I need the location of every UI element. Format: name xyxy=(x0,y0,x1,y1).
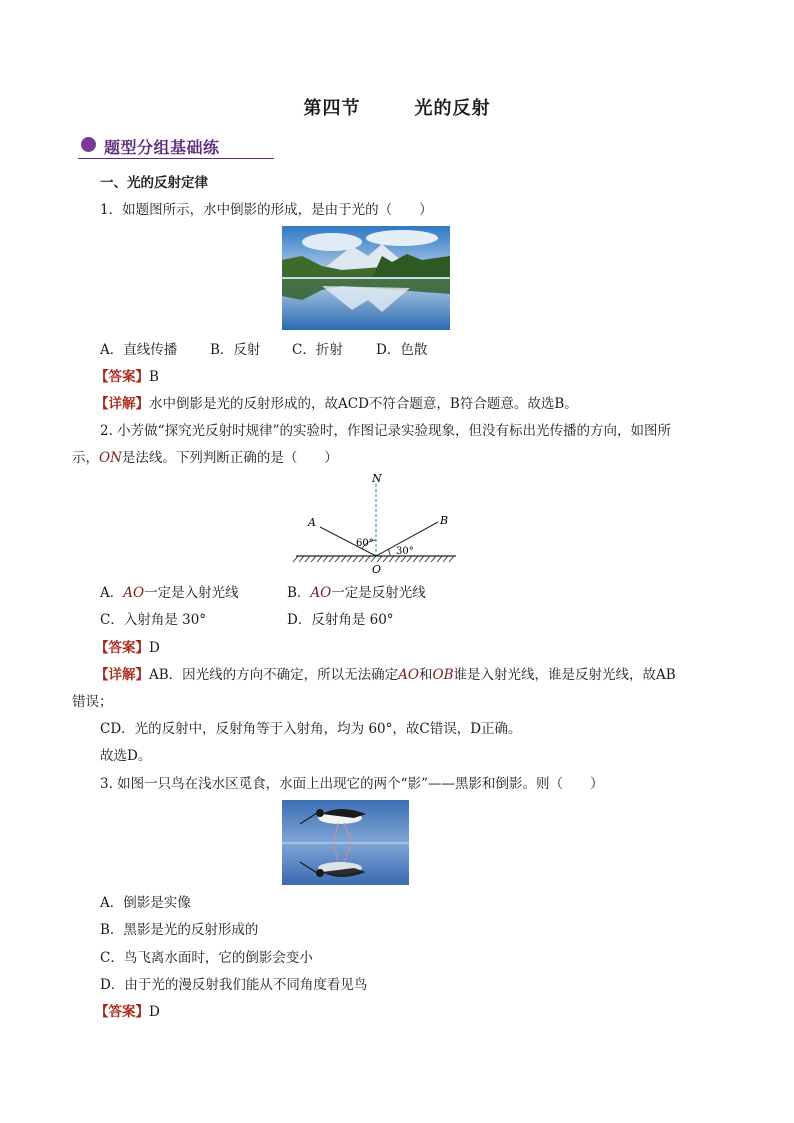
mirror-hatch xyxy=(449,556,454,562)
option-c: C．鸟飞离水面时，它的倒影会变小 xyxy=(100,950,313,966)
question-1-stem: 1．如题图所示，水中倒影的形成，是由于光的（ ） xyxy=(100,202,433,218)
section-number: 第四节 xyxy=(303,98,361,119)
detail-text: 和 xyxy=(419,667,433,683)
option-a: A．倒影是实像 xyxy=(100,895,191,911)
section-name: 光的反射 xyxy=(414,98,491,119)
mirror-hatch xyxy=(383,556,388,562)
detail-tag: 【详解】 xyxy=(95,396,149,412)
mirror-hatch xyxy=(359,556,364,562)
bird-reflection-photo xyxy=(282,800,409,885)
mirror-hatch xyxy=(305,556,310,562)
option-c: C．折射 xyxy=(292,342,343,358)
mirror-hatch xyxy=(437,556,442,562)
detail-line4: 故选D。 xyxy=(100,748,152,764)
mirror-hatch xyxy=(365,556,370,562)
mirror-hatch xyxy=(299,556,304,562)
page-title xyxy=(0,94,794,120)
detail-text: 谁是入射光线，谁是反射光线，故AB xyxy=(453,667,676,683)
option-a xyxy=(100,584,287,602)
mirror-hatch xyxy=(443,556,448,562)
question-1-answer xyxy=(95,368,159,386)
option-d: D．色散 xyxy=(376,342,428,358)
mirror-hatch xyxy=(323,556,328,562)
lake-reflection-photo xyxy=(282,226,450,330)
option-text: 一定是入射光线 xyxy=(144,585,239,601)
mirror-hatch xyxy=(341,556,346,562)
subsection-heading: 一、光的反射定律 xyxy=(100,175,208,191)
option-d: D．反射角是 60° xyxy=(287,612,394,628)
option-prefix: A． xyxy=(100,585,124,601)
stem-text: 是法线。下列判断正确的是（ ） xyxy=(121,450,338,466)
mirror-hatch xyxy=(431,556,436,562)
detail-var: OB xyxy=(432,667,454,683)
question-1-options xyxy=(100,341,427,359)
mirror-hatch xyxy=(335,556,340,562)
label-b: B xyxy=(440,514,449,527)
question-2-options-cd xyxy=(100,611,394,629)
banner-text: 题型分组基础练 xyxy=(104,138,220,157)
detail-line3: CD．光的反射中，反射角等于入射角，均为 60°，故C错误，D正确。 xyxy=(100,721,522,737)
question-2-stem-line1: 2. 小芳做“探究光反射时规律”的实验时，作图记录实验现象，但没有标出光传播的方向，如图所 xyxy=(100,423,671,439)
answer-tag: 【答案】 xyxy=(95,1004,149,1020)
detail-text: AB．因光线的方向不确定，所以无法确定 xyxy=(149,667,399,683)
option-var: AO xyxy=(123,585,145,601)
angle-arc-30 xyxy=(388,549,390,556)
mirror-hatch xyxy=(311,556,316,562)
answer-tag: 【答案】 xyxy=(95,369,149,385)
question-2-detail xyxy=(95,666,676,684)
detail-line2: 错误； xyxy=(72,694,113,710)
mirror-hatch xyxy=(419,556,424,562)
answer-value: D xyxy=(149,1004,160,1020)
option-b: B．反射 xyxy=(210,342,261,358)
label-a: A xyxy=(308,516,316,529)
mirror-hatch xyxy=(371,556,376,562)
mirror-hatch xyxy=(389,556,394,562)
angle-label-60: 60° xyxy=(356,538,374,549)
question-2-options-ab xyxy=(100,584,426,602)
label-o: O xyxy=(372,563,382,576)
option-b: B．黑影是光的反射形成的 xyxy=(100,922,259,938)
detail-tag: 【详解】 xyxy=(95,667,149,683)
question-3-answer xyxy=(95,1003,160,1021)
mirror-hatch xyxy=(353,556,358,562)
question-2-answer xyxy=(95,639,160,657)
angle-label-30: 30° xyxy=(396,546,414,557)
option-text: 一定是反射光线 xyxy=(331,585,426,601)
answer-value: B xyxy=(149,369,159,385)
mirror-hatch xyxy=(425,556,430,562)
normal-label: ON xyxy=(99,450,122,466)
mirror-hatch xyxy=(347,556,352,562)
option-a: A．直线传播 xyxy=(100,342,178,358)
answer-value: D xyxy=(149,640,160,656)
bullet-dot-icon xyxy=(81,137,96,152)
question-3-stem: 3. 如图一只鸟在浅水区觅食，水面上出现它的两个“影”——黑影和倒影。则（ ） xyxy=(100,776,604,792)
mirror-hatch xyxy=(413,556,418,562)
question-2-stem-line2 xyxy=(72,449,338,467)
answer-tag: 【答案】 xyxy=(95,640,149,656)
detail-text: 水中倒影是光的反射形成的，故ACD不符合题意，B符合题意。故选B。 xyxy=(149,396,578,412)
option-b xyxy=(287,584,426,602)
option-prefix: B． xyxy=(287,585,311,601)
option-d: D．由于光的漫反射我们能从不同角度看见鸟 xyxy=(100,977,368,993)
mirror-hatch xyxy=(293,556,298,562)
stem-text: 示， xyxy=(72,450,99,466)
detail-var: AO xyxy=(398,667,419,683)
question-1-detail xyxy=(95,395,578,413)
reflection-diagram xyxy=(290,470,465,580)
option-c: C．入射角是 30° xyxy=(100,612,207,628)
label-n: N xyxy=(372,472,382,485)
mirror-hatch xyxy=(317,556,322,562)
section-banner xyxy=(78,134,274,159)
option-var: AO xyxy=(310,585,332,601)
mirror-hatch xyxy=(377,556,382,562)
mirror-hatch xyxy=(329,556,334,562)
